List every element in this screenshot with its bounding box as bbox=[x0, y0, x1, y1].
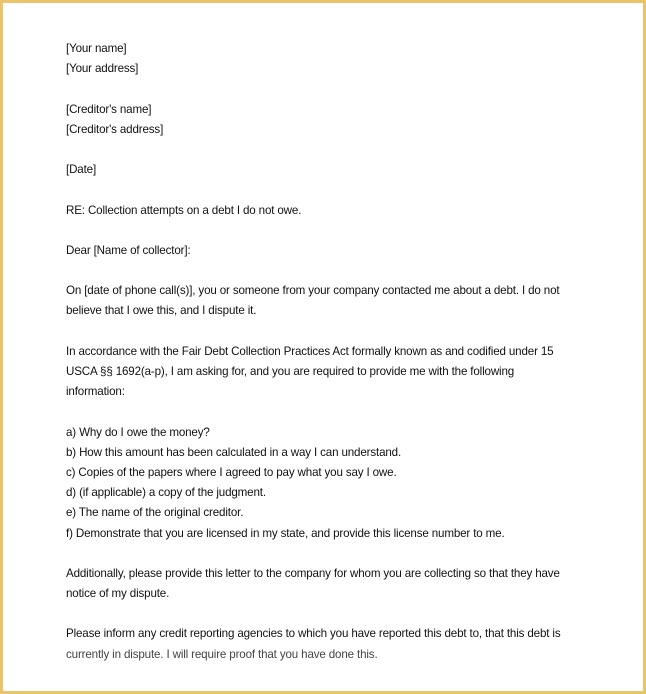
letter-date: [Date] bbox=[66, 163, 97, 177]
creditor-name: [Creditor's name] bbox=[66, 102, 152, 116]
spacer bbox=[66, 261, 596, 281]
request-item-e: e) The name of the original creditor. bbox=[66, 506, 244, 520]
spacer bbox=[66, 221, 596, 241]
spacer bbox=[66, 544, 596, 564]
spacer bbox=[66, 322, 596, 342]
letter-body bbox=[66, 39, 596, 665]
creditor-address: [Creditor's address] bbox=[66, 122, 164, 136]
paragraph-3-line-2: notice of my dispute. bbox=[66, 587, 170, 601]
paragraph-2-line-2: USCA §§ 1692(a-p), I am asking for, and you are required to provide me with the following bbox=[66, 365, 515, 378]
subject-line: RE: Collection attempts on a debt I do not owe. bbox=[66, 203, 302, 217]
paragraph-3-line-1: Additionally, please provide this letter to the company for whom you are collecting so that they have bbox=[66, 566, 560, 580]
request-item-d: d) (if applicable) a copy of the judgment. bbox=[66, 486, 266, 500]
request-item-c: c) Copies of the papers where I agreed to pay what you say I owe. bbox=[66, 465, 397, 479]
sender-name: [Your name] bbox=[66, 42, 127, 55]
request-item-f: f) Demonstrate that you are licensed in my state, and provide this license number to me. bbox=[66, 526, 505, 540]
spacer bbox=[66, 604, 596, 624]
spacer bbox=[66, 140, 596, 160]
salutation: Dear [Name of collector]: bbox=[66, 243, 191, 257]
paragraph-4-line-1: Please inform any credit reporting agencies to which you have reported this debt to, that this debt is bbox=[66, 627, 561, 641]
spacer bbox=[66, 402, 596, 422]
paragraph-4-line-2: currently in dispute. I will require proof that you have done this. bbox=[66, 647, 378, 661]
paragraph-1-line-1: On [date of phone call(s)], you or someone from your company contacted me about a debt. I do not bbox=[66, 284, 560, 298]
request-item-b: b) How this amount has been calculated in a way I can understand. bbox=[66, 445, 402, 459]
sender-address: [Your address] bbox=[66, 62, 139, 76]
paragraph-2-line-3: information: bbox=[66, 385, 125, 399]
spacer bbox=[66, 79, 596, 99]
paragraph-1-line-2: believe that I owe this, and I dispute it. bbox=[66, 304, 257, 318]
request-item-a: a) Why do I owe the money? bbox=[66, 425, 210, 439]
paragraph-2-line-1: In accordance with the Fair Debt Collection Practices Act formally known as and codified under 15 bbox=[66, 344, 554, 358]
spacer bbox=[66, 180, 596, 200]
